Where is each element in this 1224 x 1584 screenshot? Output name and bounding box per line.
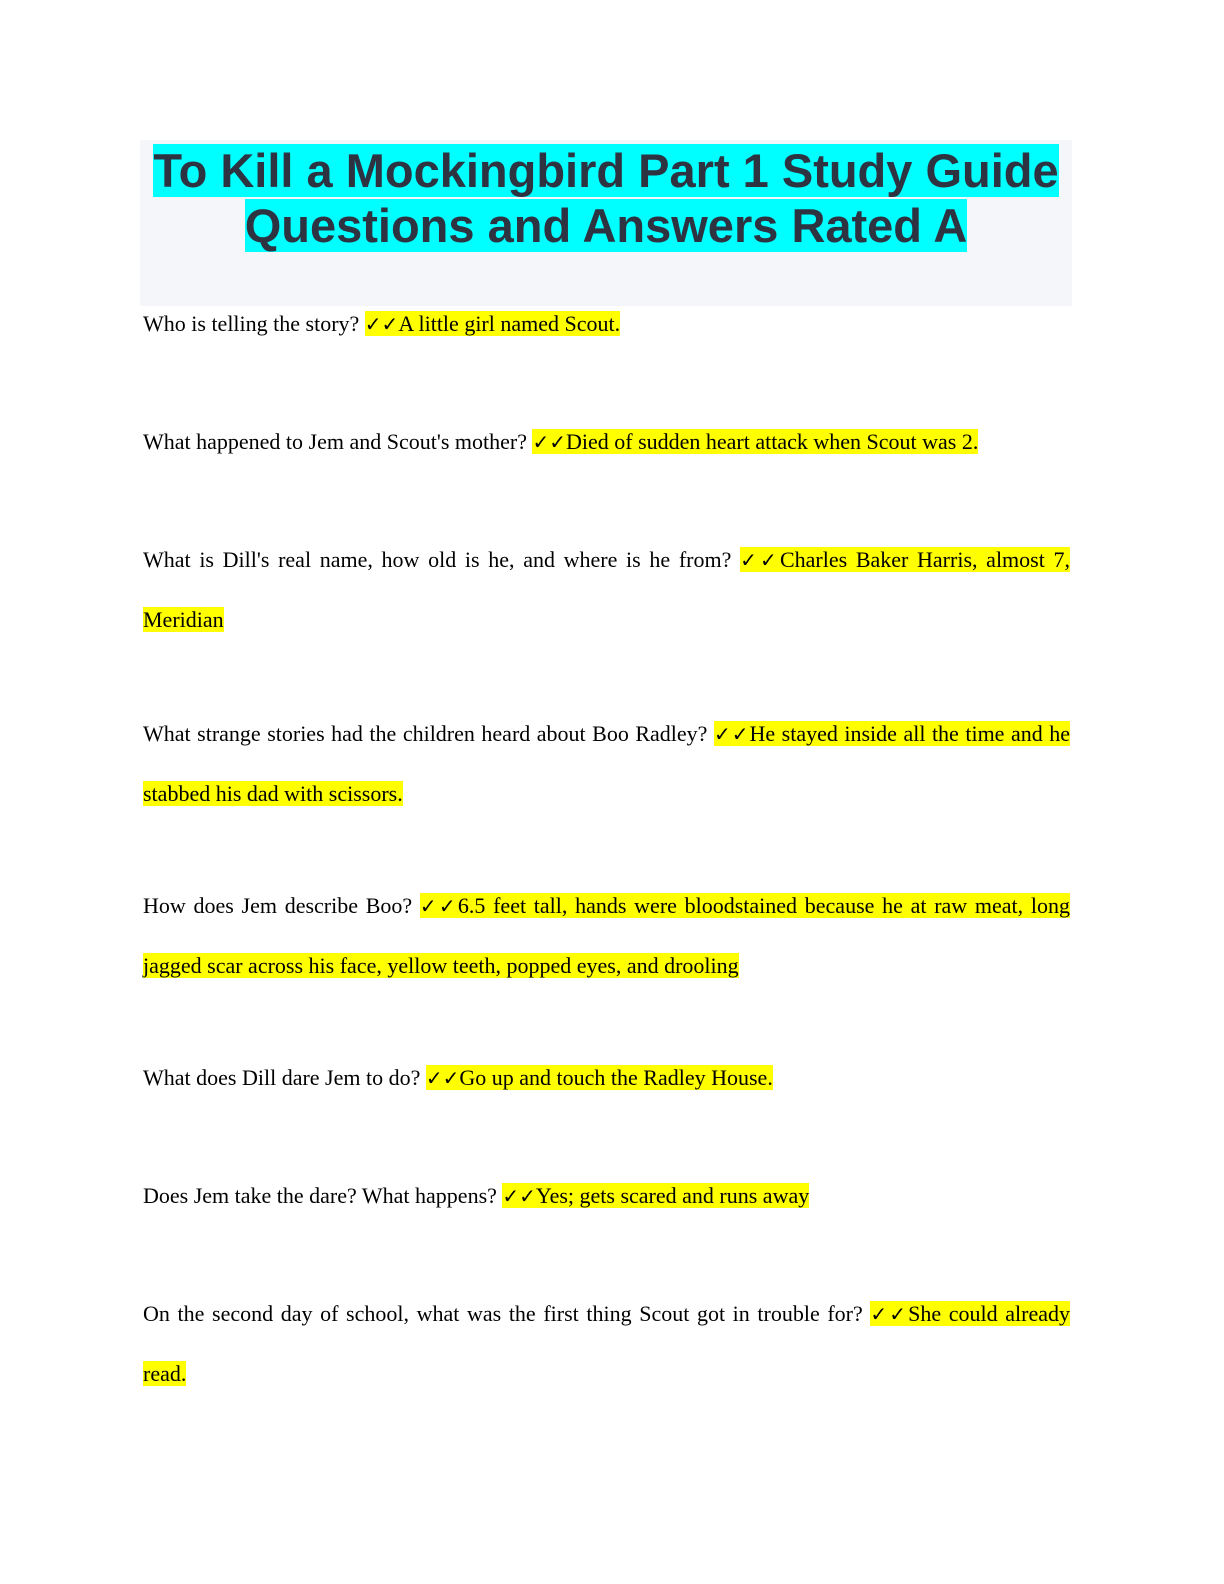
question-text: What happened to Jem and Scout's mother? — [143, 429, 527, 454]
question-text: What strange stories had the children heard about Boo Radley? — [143, 721, 708, 746]
answer-text: 6.5 feet tall, hands were bloodstained because he at raw meat, long jagged scar across his face, yellow teeth, popped eyes, and drooling — [143, 893, 1071, 978]
document-title-line-2: Questions and Answers Rated A — [244, 199, 968, 252]
answer-highlight — [365, 311, 620, 336]
question-text: On the second day of school, what was the first thing Scout got in trouble for? — [143, 1301, 863, 1326]
qa-item-7 — [143, 1166, 1070, 1226]
check-icon: ✓✓ — [364, 312, 399, 336]
document-title-line-1: To Kill a Mockingbird Part 1 Study Guide — [153, 144, 1059, 197]
check-icon: ✓✓ — [870, 1302, 909, 1326]
answer-text: She could already read. — [143, 1301, 1071, 1386]
qa-item-1 — [143, 294, 1070, 354]
answer-text: Charles Baker Harris, almost 7, Meridian — [143, 547, 1071, 632]
answer-highlight — [502, 1183, 809, 1208]
check-icon: ✓✓ — [502, 1184, 536, 1208]
answer-text: A little girl named Scout. — [398, 311, 621, 336]
qa-item-4 — [143, 704, 1070, 823]
check-icon: ✓✓ — [425, 1066, 460, 1090]
question-text: Does Jem take the dare? What happens? — [143, 1183, 497, 1208]
check-icon: ✓✓ — [419, 894, 458, 918]
answer-highlight — [426, 1065, 773, 1090]
qa-item-3 — [143, 530, 1070, 649]
qa-item-2 — [143, 412, 1070, 472]
answer-text: Yes; gets scared and runs away — [535, 1183, 810, 1208]
check-icon: ✓✓ — [532, 430, 566, 454]
question-text: What does Dill dare Jem to do? — [143, 1065, 421, 1090]
question-text: What is Dill's real name, how old is he, and where is he from? — [143, 547, 732, 572]
title-banner — [140, 140, 1072, 306]
answer-text: Died of sudden heart attack when Scout was 2. — [565, 429, 979, 454]
answer-text: Go up and touch the Radley House. — [459, 1065, 773, 1090]
answer-highlight — [532, 429, 978, 454]
qa-item-5 — [143, 876, 1070, 995]
check-icon: ✓✓ — [740, 548, 780, 572]
check-icon: ✓✓ — [713, 722, 750, 746]
qa-item-8 — [143, 1284, 1070, 1403]
qa-item-6 — [143, 1048, 1070, 1108]
question-text: How does Jem describe Boo? — [143, 893, 413, 918]
question-text: Who is telling the story? — [143, 311, 360, 336]
answer-text: He stayed inside all the time and he stabbed his dad with scissors. — [143, 721, 1070, 806]
